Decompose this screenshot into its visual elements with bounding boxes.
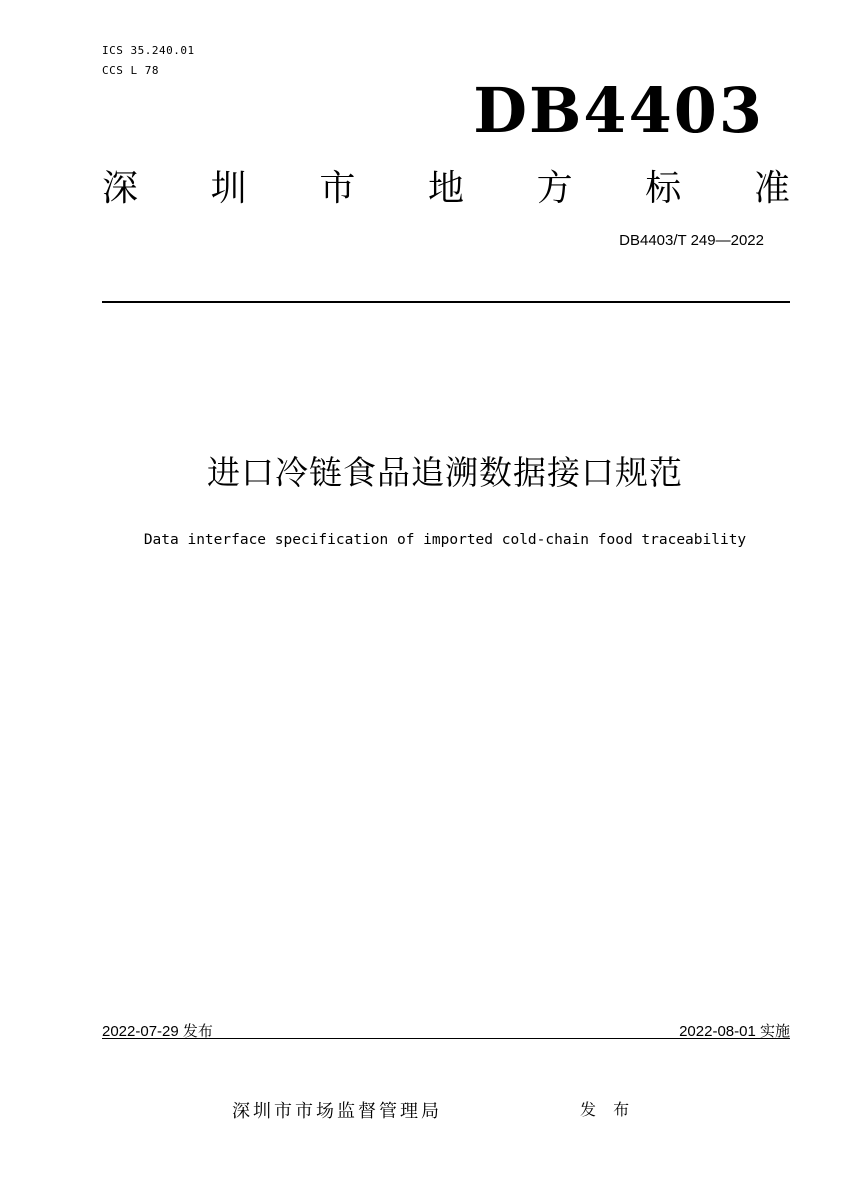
publisher-name: 深圳市市场监督管理局 — [232, 1101, 442, 1122]
standard-type-char: 市 — [319, 168, 356, 209]
standard-type-char: 深 — [102, 168, 139, 209]
standard-logo: DB4403 — [473, 74, 764, 147]
standard-type-char: 准 — [753, 168, 790, 209]
standard-type-char: 标 — [645, 168, 682, 209]
document-title-chinese: 进口冷链食品追溯数据接口规范 — [207, 453, 683, 492]
release-date: 2022-07-29 发布 — [102, 1023, 213, 1040]
issue-label: 发 布 — [580, 1100, 636, 1119]
standard-type-heading — [102, 164, 790, 214]
bottom-divider — [102, 1038, 790, 1039]
standard-type-char: 方 — [536, 168, 573, 209]
top-divider — [102, 301, 790, 303]
ics-code: ICS 35.240.01 — [102, 44, 195, 57]
standard-type-char: 圳 — [210, 168, 247, 209]
ccs-code: CCS L 78 — [102, 64, 159, 77]
standard-number: DB4403/T 249—2022 — [619, 232, 764, 249]
document-title-english: Data interface specification of imported cold-chain food traceability — [143, 532, 747, 548]
implementation-date: 2022-08-01 实施 — [679, 1023, 790, 1040]
standard-type-char: 地 — [427, 168, 464, 209]
